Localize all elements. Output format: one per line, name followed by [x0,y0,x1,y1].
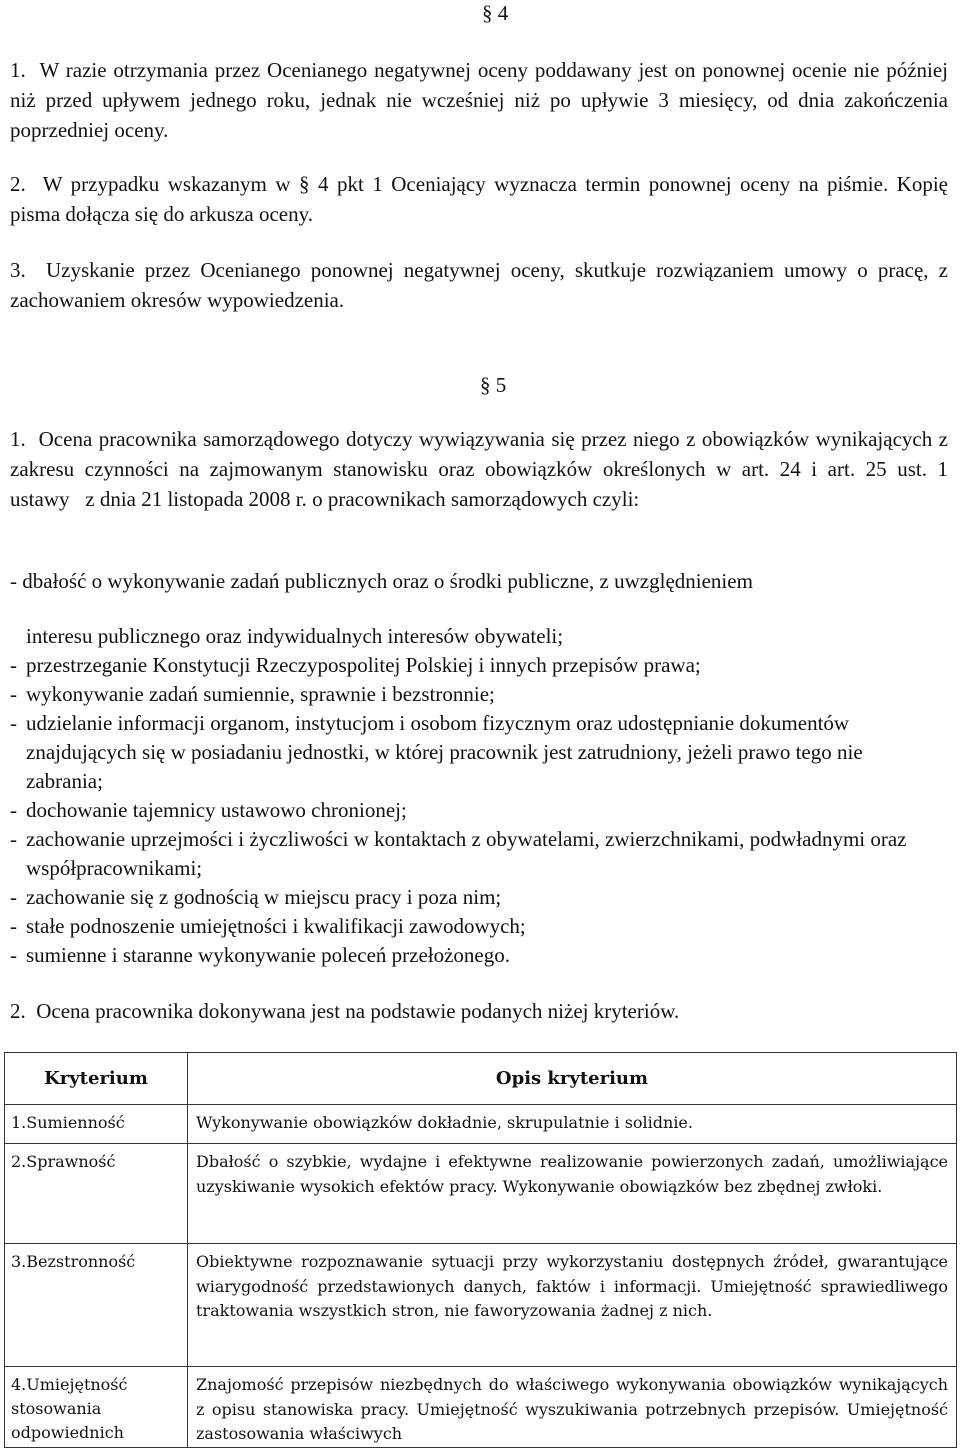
duty-item-4: - udzielanie informacji organom, instytucjom i osobom fizycznym oraz udostępnianie dokumentów znajdujących się w posiadaniu jednostki, w której pracownik jest zatrudniony, jeżeli prawo tego nie zabrania; [10,711,863,793]
section-5-header: § 5 [480,373,507,397]
duty-item-5: - dochowanie tajemnicy ustawowo chronionej; [10,798,407,822]
duty-item-3: - wykonywanie zadań sumiennie, sprawnie i bezstronnie; [10,682,495,706]
section-4-paragraph-1: 1. W razie otrzymania przez Ocenianego negatywnej oceny poddawany jest on ponownej ocenie nie później niż przed upływem jednego roku, jednak nie wcześniej niż po upływie 3 miesięcy, od dnia zakończenia poprzedniej oceny. [10,58,948,142]
criteria-table [4,1052,957,1448]
criteria-table-header [5,1053,957,1105]
criterion-description: Dbałość o szybkie, wydajne i efektywne realizowanie powierzonych zadań, umożliwiające uzyskiwanie wysokich efektów pracy. Wykonywanie obowiązków bez zbędnej zwłoki. [196,1152,948,1196]
duty-item-6: - zachowanie uprzejmości i życzliwości w kontaktach z obywatelami, zwierzchnikami, podwładnymi oraz współpracownikami; [10,827,907,880]
duty-item-1-line-2: interesu publicznego oraz indywidualnych interesów obywateli; [26,624,564,648]
table-row [5,1105,957,1144]
criterion-name: 1.Sumienność [11,1113,125,1132]
duty-item-1-line-1: - dbałość o wykonywanie zadań publicznych oraz o środki publiczne, z uwzględnieniem [10,569,753,593]
section-4-paragraph-2: 2. W przypadku wskazanym w § 4 pkt 1 Oceniający wyznacza termin ponownej oceny na piśmie. Kopię pisma dołącza się do arkusza oceny. [10,172,948,226]
criterion-description: Znajomość przepisów niezbędnych do właściwego wykonywania obowiązków wynikających z opisu stanowiska pracy. Umiejętność wyszukiwania potrzebnych przepisów. Umiejętność zastosowania właściwych [196,1375,948,1443]
duty-item-8: - stałe podnoszenie umiejętności i kwalifikacji zawodowych; [10,914,526,938]
section-4-paragraph-3: 3. Uzyskanie przez Ocenianego ponownej negatywnej oceny, skutkuje rozwiązaniem umowy o pracę, z zachowaniem okresów wypowiedzenia. [10,258,948,312]
column-header-description: Opis kryterium [188,1053,957,1105]
duty-item-2: - przestrzeganie Konstytucji Rzeczypospolitej Polskiej i innych przepisów prawa; [10,653,701,677]
criterion-name: 4.Umiejętność stosowania odpowiednich [11,1375,128,1442]
column-header-criterion: Kryterium [5,1053,188,1105]
duty-item-7: - zachowanie się z godnością w miejscu pracy i poza nim; [10,885,502,909]
section-5-paragraph-2: 2. Ocena pracownika dokonywana jest na podstawie podanych niżej kryteriów. [10,999,680,1023]
criterion-name: 3.Bezstronność [11,1252,136,1271]
criterion-description: Obiektywne rozpoznawanie sytuacji przy wykorzystaniu dostępnych źródeł, gwarantujące wiarygodność przedstawionych danych, faktów i informacji. Umiejętność sprawiedliwego traktowania wszystkich stron, nie faworyzowania żadnej z nich. [196,1252,948,1320]
duty-item-9: - sumienne i staranne wykonywanie poleceń przełożonego. [10,943,510,967]
table-row [5,1367,957,1448]
criterion-description: Wykonywanie obowiązków dokładnie, skrupulatnie i solidnie. [196,1113,693,1132]
table-row [5,1144,957,1244]
section-5-paragraph-1: 1. Ocena pracownika samorządowego dotyczy wywiązywania się przez niego z obowiązków wynikających z zakresu czynności na zajmowanym stanowisku oraz obowiązków określonych w art. 24 i art. 25 ust. 1 ustawy z dnia 21 listopada 2008 r. o pracownikach samorządowych czyli: [10,427,948,511]
section-4-header: § 4 [482,1,509,25]
criterion-name: 2.Sprawność [11,1152,116,1171]
table-row [5,1244,957,1367]
